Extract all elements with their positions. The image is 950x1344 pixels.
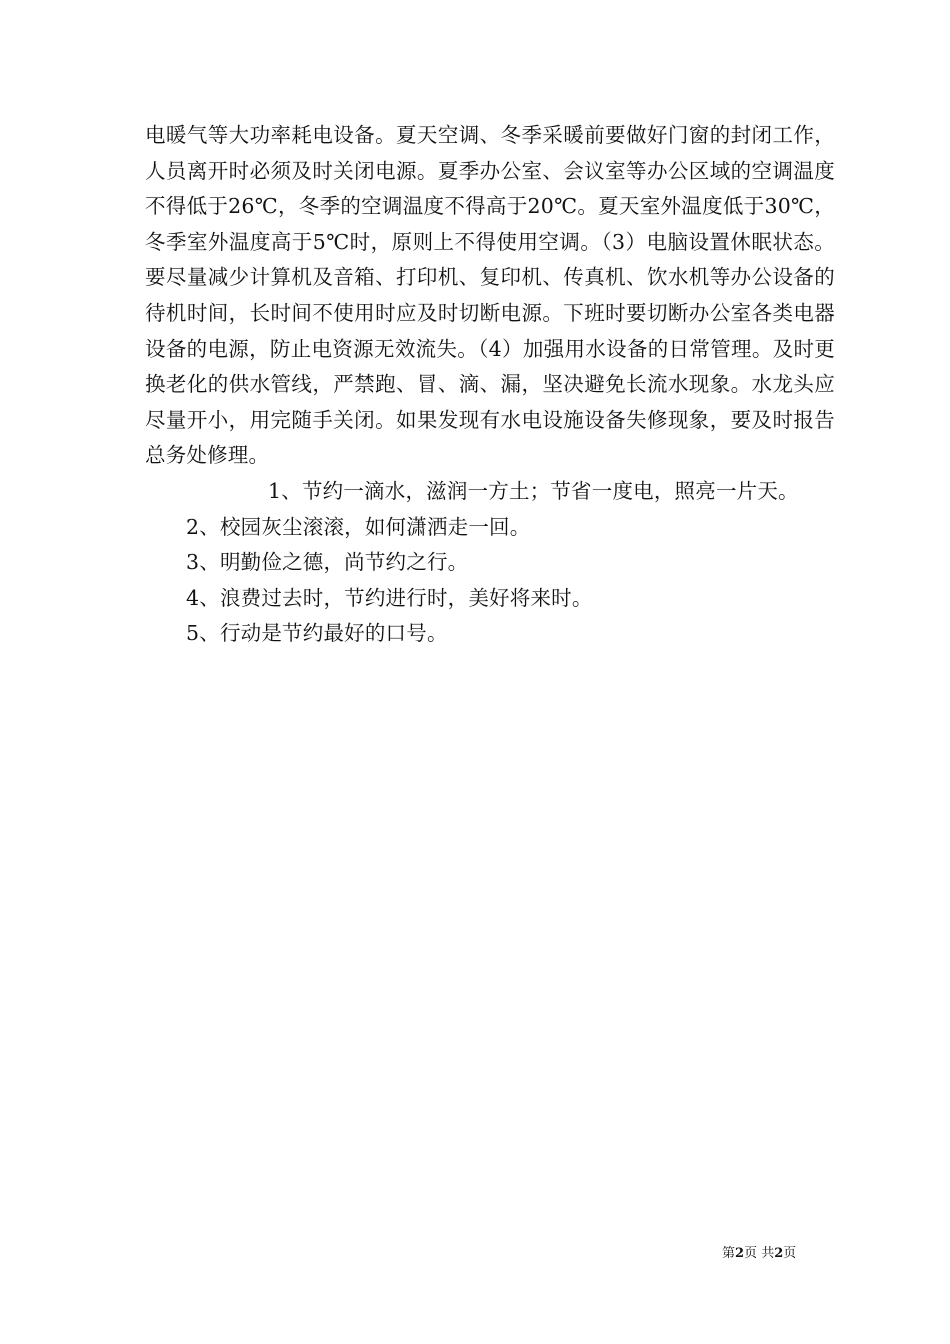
total-page-number: 2	[774, 1246, 784, 1261]
slogan-item-3: 3、明勤俭之德，尚节约之行。	[186, 550, 469, 575]
current-page-number: 2	[735, 1246, 745, 1261]
document-body	[145, 118, 835, 652]
footer-middle: 页 共	[744, 1246, 775, 1261]
slogan-item-1: 1、节约一滴水，滋润一方土；节省一度电，照亮一片天。	[268, 478, 799, 503]
slogan-item-5: 5、行动是节约最好的口号。	[186, 621, 448, 646]
page-number-footer	[722, 1245, 796, 1263]
slogan-item-4: 4、浪费过去时，节约进行时，美好将来时。	[186, 585, 593, 610]
footer-suffix: 页	[783, 1246, 797, 1261]
body-paragraph: 电暖气等大功率耗电设备。夏天空调、冬季采暖前要做好门窗的封闭工作，人员离开时必须及时关闭电源。夏季办公室、会议室等办公区域的空调温度不得低于26℃，冬季的空调温度不得高于20℃。夏天室外温度低于30℃，冬季室外温度高于5℃时，原则上不得使用空调。（3）电脑设置休眠状态。要尽量减少计算机及音箱、打印机、复印机、传真机、饮水机等办公设备的待机时间，长时间不使用时应及时切断电源。下班时要切断办公室各类电器设备的电源，防止电资源无效流失。（4）加强用水设备的日常管理。及时更换老化的供水管线，严禁跑、冒、滴、漏，坚决避免长流水现象。水龙头应尽量开小，用完随手关闭。如果发现有水电设施设备失修现象，要及时报告总务处修理。	[145, 123, 835, 468]
slogan-item-2: 2、校园灰尘滚滚，如何潇洒走一回。	[186, 514, 531, 539]
footer-prefix: 第	[722, 1246, 736, 1261]
